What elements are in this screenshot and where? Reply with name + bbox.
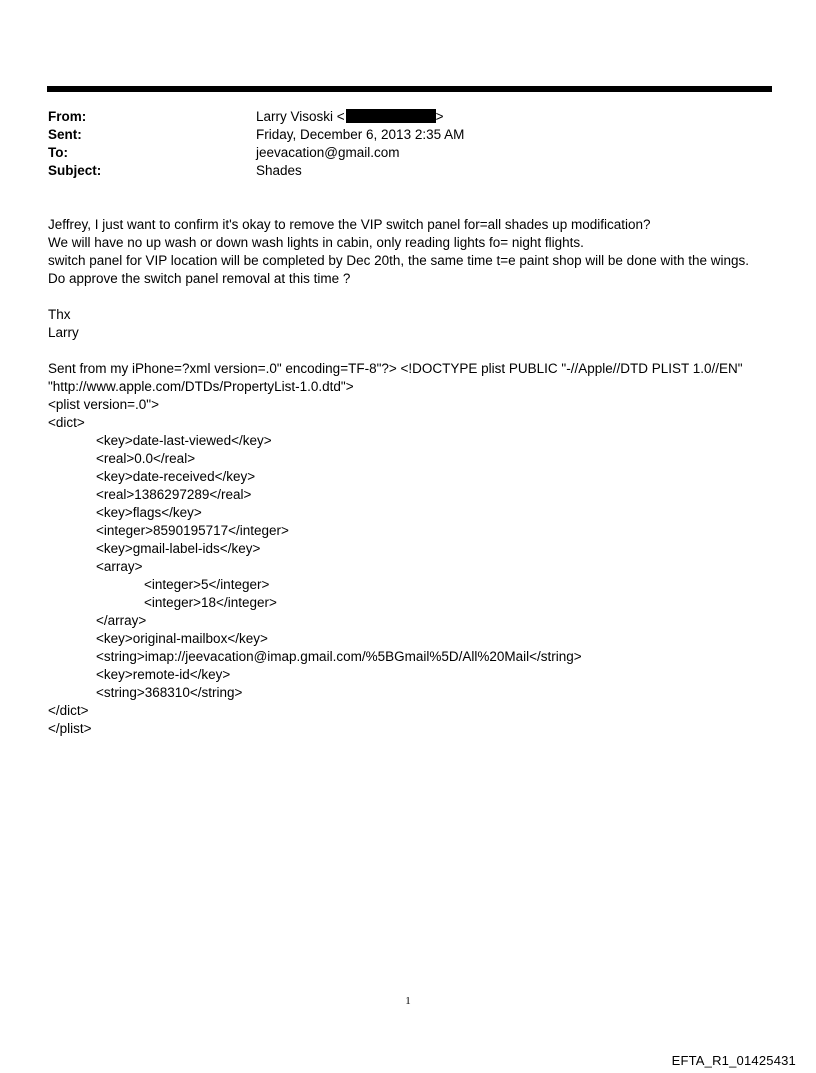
- plist-line: <real>1386297289</real>: [96, 487, 252, 502]
- plist-line: <string>368310</string>: [96, 685, 243, 700]
- plist-line: <key>date-last-viewed</key>: [96, 433, 272, 448]
- plist-line: <key>original-mailbox</key>: [96, 631, 268, 646]
- body-line: We will have no up wash or down wash lights in cabin, only reading lights fo= night flights.: [48, 235, 584, 250]
- plist-line: </plist>: [48, 721, 92, 736]
- plist-line: <key>date-received</key>: [96, 469, 256, 484]
- message-paragraph: [48, 216, 788, 288]
- from-close: >: [435, 109, 444, 124]
- email-body: [48, 216, 788, 756]
- plist-line: <key>flags</key>: [96, 505, 202, 520]
- from-value: [256, 108, 444, 126]
- subject-label: Subject:: [48, 163, 102, 178]
- from-label: From:: [48, 109, 87, 124]
- signoff-line: Thx: [48, 307, 71, 322]
- sent-label: Sent:: [48, 127, 82, 142]
- plist-line: <integer>8590195717</integer>: [96, 523, 289, 538]
- subject-value: Shades: [256, 163, 302, 178]
- body-line: switch panel for VIP location will be completed by Dec 20th, the same time t=e paint shop will be done with the wings.: [48, 253, 750, 268]
- signoff: [48, 306, 788, 342]
- to-value: jeevacation@gmail.com: [256, 145, 400, 160]
- plist-line: <plist version=.0">: [48, 397, 159, 412]
- body-line: Do approve the switch panel removal at this time ?: [48, 271, 351, 286]
- plist-line: </array>: [96, 613, 147, 628]
- from-row: [48, 108, 768, 126]
- plist-line: <array>: [96, 559, 143, 574]
- sent-value: Friday, December 6, 2013 2:35 AM: [256, 127, 465, 142]
- plist-line: <key>remote-id</key>: [96, 667, 231, 682]
- plist-line: <integer>18</integer>: [144, 595, 277, 610]
- plist-line: <integer>5</integer>: [144, 577, 270, 592]
- subject-row: [48, 162, 768, 180]
- plist-line: <dict>: [48, 415, 85, 430]
- redaction-block: [346, 109, 436, 123]
- body-line: Jeffrey, I just want to confirm it's okay to remove the VIP switch panel for=all shades up modification?: [48, 217, 651, 232]
- from-name: Larry Visoski <: [256, 109, 345, 124]
- plist-line: "http://www.apple.com/DTDs/PropertyList-1.0.dtd">: [48, 379, 354, 394]
- plist-line: </dict>: [48, 703, 89, 718]
- plist-line: Sent from my iPhone=?xml version=.0" encoding=TF-8"?> <!DOCTYPE plist PUBLIC "-//Apple//DTD PLIST 1.0//EN": [48, 361, 743, 376]
- to-label: To:: [48, 145, 68, 160]
- plist-line: <string>imap://jeevacation@imap.gmail.com/%5BGmail%5D/All%20Mail</string>: [96, 649, 582, 664]
- plist-block: [48, 360, 788, 738]
- document-id: EFTA_R1_01425431: [671, 1053, 796, 1068]
- header-rule: [47, 86, 772, 92]
- signoff-line: Larry: [48, 325, 79, 340]
- to-row: [48, 144, 768, 162]
- plist-line: <key>gmail-label-ids</key>: [96, 541, 261, 556]
- page-number: 1: [405, 995, 411, 1007]
- sent-row: [48, 126, 768, 144]
- email-header: [48, 108, 768, 180]
- plist-line: <real>0.0</real>: [96, 451, 196, 466]
